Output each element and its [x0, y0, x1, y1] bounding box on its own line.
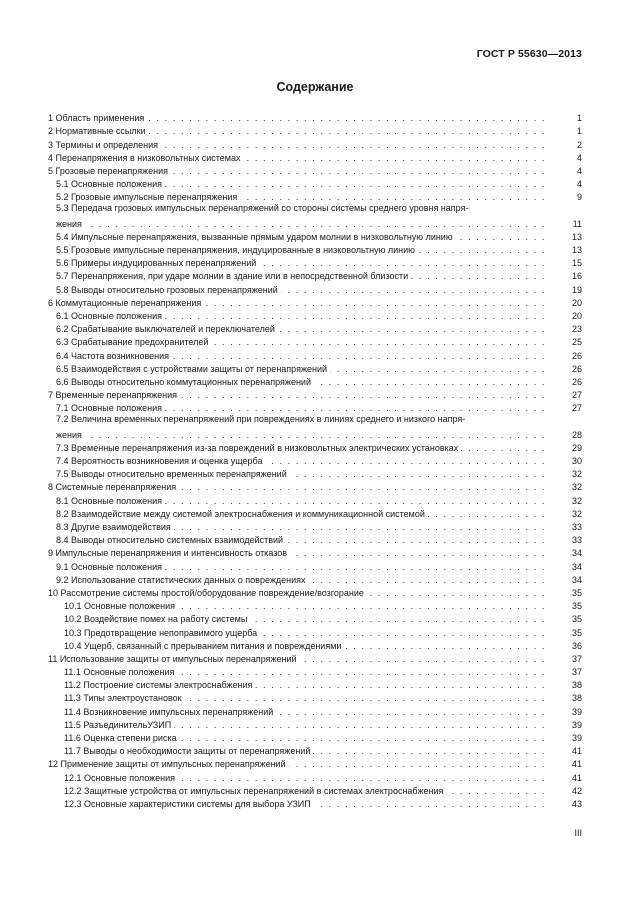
toc-entry[interactable]	[48, 545, 582, 558]
toc-entry-page: 13	[571, 231, 582, 242]
dot-leader	[240, 192, 546, 202]
toc-entry[interactable]	[48, 295, 582, 308]
toc-entry-label: 10.3 Предотвращение непоправимого ущерба	[64, 627, 258, 638]
dot-leader	[178, 773, 546, 783]
toc-entry-label: 8.1 Основные положения	[56, 495, 163, 506]
toc-entry[interactable]	[48, 189, 582, 202]
toc-entry-label: 8.3 Другие взаимодействия	[56, 522, 171, 532]
dot-leader	[244, 153, 547, 163]
toc-entry-label: 1 Область применения	[48, 113, 145, 124]
dot-leader	[174, 522, 546, 532]
toc-entry-label: 5 Грозовые перенапряжения	[48, 165, 168, 176]
dot-leader	[290, 548, 546, 558]
toc-entry[interactable]	[48, 150, 582, 163]
toc-entry[interactable]	[48, 361, 582, 374]
toc-entry[interactable]	[48, 717, 582, 730]
toc-entry-page: 4	[576, 165, 582, 176]
toc-entry-label: 11.7 Выводы о необходимости защиты от перенапряжений	[64, 746, 311, 757]
dot-leader	[165, 311, 546, 321]
dot-leader	[456, 232, 546, 242]
toc-entry[interactable]	[48, 440, 582, 453]
toc-entry-page: 38	[571, 693, 582, 704]
toc-entry-page: 25	[571, 337, 582, 348]
toc-entry-page: 32	[571, 469, 582, 480]
toc-entry-page: 34	[571, 561, 582, 572]
toc-entry[interactable]	[48, 532, 582, 545]
toc-entry-label: 8 Системные перенапряжения	[48, 482, 177, 493]
toc-entry-page: 37	[571, 667, 582, 678]
toc-entry-label: 11.1 Основные положения	[64, 667, 175, 678]
dot-leader	[172, 351, 546, 361]
dot-leader	[309, 575, 547, 585]
toc-entry[interactable]	[48, 690, 582, 703]
toc-entry-page: 29	[571, 442, 582, 453]
dot-leader	[344, 641, 546, 651]
toc-entry-label: 6.6 Выводы относительно коммутационных перенапряжений	[56, 376, 311, 387]
dot-leader	[165, 496, 546, 506]
dot-leader	[446, 786, 546, 796]
dot-leader	[281, 285, 546, 295]
dot-leader	[367, 588, 546, 598]
toc-entry[interactable]	[48, 281, 582, 294]
dot-leader	[428, 509, 546, 519]
page-title: Содержание	[276, 80, 354, 94]
toc-entry-page: 32	[571, 495, 582, 506]
toc-entry-label: 10 Рассмотрение системы простой/оборудование повреждение/возгорание	[48, 587, 364, 598]
toc-entry-label: 4 Перенапряжения в низковольтных системах	[48, 152, 241, 163]
toc-entry-label: 7.5 Выводы относительно временных перенапряжений	[56, 469, 287, 480]
toc-entry-label: 5.7 Перенапряжения, при ударе молнии в здание или в непосредственной близости	[56, 271, 409, 282]
toc-entry-page: 26	[571, 363, 582, 374]
toc-entry[interactable]	[48, 255, 582, 268]
toc-entry-page: 1	[576, 126, 582, 137]
dot-leader	[300, 654, 546, 664]
toc-entry-label: 11.3 Типы электроустановок	[64, 693, 182, 704]
toc-entry[interactable]	[48, 176, 582, 189]
toc-entry-page: 13	[571, 245, 582, 256]
dot-leader	[147, 113, 546, 123]
toc-entry[interactable]	[48, 413, 582, 439]
toc-entry[interactable]	[48, 268, 582, 281]
toc-entry[interactable]	[48, 756, 582, 769]
toc-entry-label: 9 Импульсные перенапряжения и интенсивность отказов	[48, 548, 288, 559]
toc-entry-page: 16	[571, 271, 582, 282]
toc-entry-page: 9	[576, 192, 582, 203]
toc-entry-page: 19	[571, 284, 582, 295]
toc-entry-label: 12.3 Основные характеристики системы для выбора УЗИП	[64, 798, 311, 809]
toc-entry-page: 27	[571, 390, 582, 401]
toc-entry-label: 6.2 Срабатывание выключателей и переключателей	[56, 324, 275, 335]
dot-leader	[265, 456, 546, 466]
dot-leader	[211, 337, 546, 347]
toc-entry-label-continuation: жения	[56, 429, 82, 440]
toc-entry-label: 7.1 Основные положения	[56, 403, 163, 414]
dot-leader	[180, 390, 546, 400]
dot-leader	[314, 799, 546, 809]
toc-entry[interactable]	[48, 229, 582, 242]
toc-entry-label: 11.6 Оценка степени риска	[64, 733, 177, 743]
toc-entry-page: 26	[571, 376, 582, 387]
toc-entry-label-continuation: жения	[56, 218, 82, 229]
dot-leader	[286, 535, 546, 545]
toc-entry-page: 20	[571, 297, 582, 308]
dot-leader	[260, 628, 546, 638]
dot-leader	[185, 693, 546, 703]
toc-entry[interactable]	[48, 506, 582, 519]
toc-entry-page: 38	[571, 680, 582, 691]
toc-entry-page: 28	[571, 429, 582, 440]
toc-entry-page: 34	[571, 548, 582, 559]
toc-entry-label: 11.2 Построение системы электроснабжения	[64, 680, 253, 691]
toc-entry[interactable]	[48, 558, 582, 571]
dot-leader	[255, 680, 546, 690]
toc-entry[interactable]	[48, 703, 582, 716]
document-standard-header: ГОСТ Р 55630—2013	[476, 48, 582, 60]
toc-entry-label: 11.4 Возникновение импульсных перенапряжений	[64, 706, 274, 717]
toc-entry[interactable]	[48, 308, 582, 321]
toc-entry-page: 4	[576, 152, 582, 163]
dot-leader	[204, 298, 546, 308]
toc-entry-label: 5.2 Грозовые импульсные перенапряжения	[56, 192, 238, 203]
toc-entry-page: 30	[571, 456, 582, 467]
toc-entry[interactable]	[48, 202, 582, 228]
toc-entry-page: 34	[571, 574, 582, 585]
toc-entry-page: 33	[571, 535, 582, 546]
toc-entry-label: 6.1 Основные положения	[56, 311, 163, 321]
toc-entry-page: 32	[571, 508, 582, 519]
toc-entry-label: 12.2 Защитные устройства от импульсных перенапряжений в системах электроснабжения	[64, 785, 444, 796]
toc-entry[interactable]	[48, 598, 582, 611]
toc-entry-page: 20	[571, 311, 582, 321]
toc-entry-label: 11 Использование защиты от импульсных перенапряжений	[48, 653, 297, 664]
toc-entry-label: 7.3 Временные перенапряжения из-за повреждений в низковольтных электрических установках	[56, 442, 459, 453]
toc-entry[interactable]	[48, 387, 582, 400]
toc-entry[interactable]	[48, 321, 582, 334]
dot-leader	[461, 443, 546, 453]
toc-entry-label: 10.2 Воздействие помех на работу системы	[64, 614, 248, 625]
dot-leader	[290, 469, 546, 479]
toc-entry[interactable]	[48, 769, 582, 782]
dot-leader	[171, 166, 546, 176]
dot-leader	[165, 562, 546, 572]
toc-entry[interactable]	[48, 110, 582, 123]
toc-entry-label: 3 Термины и определения	[48, 139, 158, 150]
toc-entry-label: 6 Коммутационные перенапряжения	[48, 297, 202, 308]
toc-entry-page: 37	[571, 653, 582, 664]
dot-leader	[165, 403, 546, 413]
toc-entry-label: 5.5 Грозовые импульсные перенапряжения, индуцированные в низковольтную линию	[56, 245, 415, 256]
toc-entry[interactable]	[48, 611, 582, 624]
toc-entry-label: 10.4 Ущерб, связанный с прерыванием питания и повреждениями	[64, 640, 342, 651]
dot-leader	[278, 324, 546, 334]
toc-entry-label: 2 Нормативные ссылки	[48, 126, 146, 137]
toc-entry-page: 35	[571, 614, 582, 625]
dot-leader	[85, 219, 546, 229]
toc-entry-label: 6.5 Взаимодействия с устройствами защиты от перенапряжений	[56, 363, 327, 374]
toc-entry-label: 7.4 Вероятность возникновения и оценка ущерба	[56, 456, 263, 467]
toc-entry-label: 10.1 Основные положения	[64, 601, 176, 612]
toc-entry[interactable]	[48, 453, 582, 466]
toc-entry-label: 7 Временные перенапряжения	[48, 390, 178, 401]
toc-entry-label: 9.2 Использование статистических данных о повреждениях	[56, 574, 306, 585]
toc-entry-page: 42	[571, 785, 582, 796]
toc-entry-page: 39	[571, 706, 582, 717]
toc-entry[interactable]	[48, 400, 582, 413]
toc-entry[interactable]	[48, 374, 582, 387]
dot-leader	[276, 707, 546, 717]
toc-entry-label: 6.3 Срабатывание предохранителей	[56, 337, 209, 348]
toc-entry-page: 41	[571, 772, 582, 783]
toc-entry-label: 5.4 Импульсные перенапряжения, вызванные прямым ударом молнии в низковольтную линию	[56, 231, 453, 242]
dot-leader	[149, 126, 546, 136]
toc-entry[interactable]	[48, 796, 582, 809]
toc-entry[interactable]	[48, 572, 582, 585]
toc-entry-page: 39	[571, 719, 582, 730]
dot-leader	[314, 377, 546, 387]
toc-entry-label: 12.1 Основные положения	[64, 772, 176, 783]
dot-leader	[250, 614, 546, 624]
toc-entry-page: 43	[571, 798, 582, 809]
toc-entry-page: 1	[576, 113, 582, 124]
toc-entry-label: 5.6 Примеры индуцированных перенапряжений	[56, 258, 257, 269]
toc-entry[interactable]	[48, 651, 582, 664]
dot-leader	[259, 258, 546, 268]
toc-entry-label: 5.1 Основные положения	[56, 179, 163, 190]
dot-leader	[161, 140, 546, 150]
dot-leader	[177, 667, 546, 677]
dot-leader	[313, 746, 546, 756]
toc-entry-label: 9.1 Основные положения	[56, 561, 163, 572]
toc-entry[interactable]	[48, 730, 582, 743]
toc-entry-page: 33	[571, 522, 582, 532]
toc-entry[interactable]	[48, 136, 582, 149]
toc-entry-page: 27	[571, 403, 582, 414]
toc-entry[interactable]	[48, 783, 582, 796]
toc-entry-page: 26	[571, 350, 582, 361]
toc-entry[interactable]	[48, 492, 582, 505]
toc-entry-label: 5.3 Передача грозовых импульсных перенапряжений со стороны системы среднего уровня напря-	[56, 203, 469, 214]
toc-entry-page: 36	[571, 640, 582, 651]
toc-entry[interactable]	[48, 743, 582, 756]
toc-entry[interactable]	[48, 123, 582, 136]
dot-leader	[289, 759, 546, 769]
toc-entry-label: 7.2 Величина временных перенапряжений при повреждениях в линиях среднего и низкого напря-	[56, 414, 466, 425]
toc-entry[interactable]	[48, 347, 582, 360]
dot-leader	[85, 430, 546, 440]
toc-entry-label: 12 Применение защиты от импульсных перенапряжений	[48, 759, 286, 770]
dot-leader	[179, 482, 546, 492]
toc-entry[interactable]	[48, 585, 582, 598]
toc-entry[interactable]	[48, 334, 582, 347]
toc-entry[interactable]	[48, 479, 582, 492]
toc-entry-page: 11	[572, 218, 582, 229]
toc-entry-page: 23	[571, 324, 582, 335]
page-number: III	[574, 828, 582, 838]
toc-entry[interactable]	[48, 242, 582, 255]
toc-entry[interactable]	[48, 624, 582, 637]
toc-entry-page: 2	[576, 139, 582, 150]
toc-entry[interactable]	[48, 664, 582, 677]
dot-leader	[165, 179, 546, 189]
toc-entry[interactable]	[48, 466, 582, 479]
toc-entry-label: 5.8 Выводы относительно грозовых перенапряжений	[56, 284, 278, 295]
dot-leader	[411, 271, 546, 281]
toc-entry-label: 8.4 Выводы относительно системных взаимодействий	[56, 535, 284, 546]
dot-leader	[180, 733, 546, 743]
toc-entry-page: 15	[571, 258, 582, 269]
toc-entry[interactable]	[48, 519, 582, 532]
table-of-contents	[48, 110, 582, 809]
dot-leader	[174, 720, 546, 730]
toc-entry-page: 41	[571, 746, 582, 757]
dot-leader	[178, 601, 546, 611]
toc-entry-label: 11.5 РазъединительУЗИП	[64, 719, 172, 730]
toc-entry-page: 35	[571, 587, 582, 598]
toc-entry-label: 6.4 Частота возникновения	[56, 350, 170, 361]
toc-entry[interactable]	[48, 638, 582, 651]
toc-entry-page: 4	[576, 179, 582, 190]
toc-entry-page: 35	[571, 601, 582, 612]
toc-entry-page: 32	[571, 482, 582, 493]
toc-entry[interactable]	[48, 163, 582, 176]
toc-entry-label: 8.2 Взаимодействие между системой электроснабжения и коммуникационной системой	[56, 508, 425, 519]
toc-entry-page: 41	[571, 759, 582, 770]
toc-entry[interactable]	[48, 677, 582, 690]
dot-leader	[418, 245, 546, 255]
dot-leader	[330, 364, 546, 374]
toc-entry-page: 39	[571, 733, 582, 743]
toc-entry-page: 35	[571, 627, 582, 638]
